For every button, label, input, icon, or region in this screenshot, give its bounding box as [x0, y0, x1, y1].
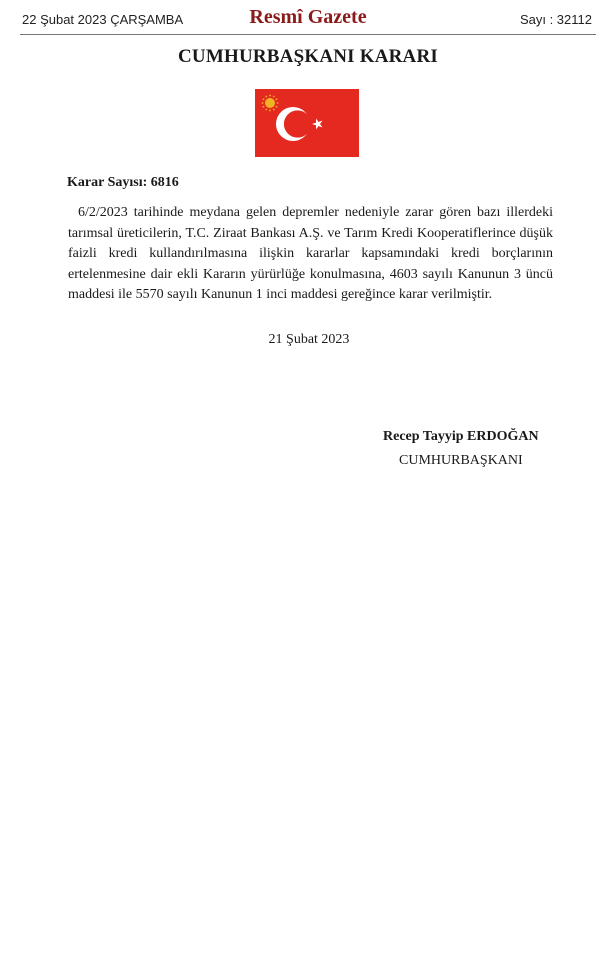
decision-date: 21 Şubat 2023: [268, 332, 350, 347]
signatory-title: CUMHURBAŞKANI: [399, 453, 523, 468]
header-divider: [20, 34, 596, 35]
header-date: 22 Şubat 2023 ÇARŞAMBA: [22, 12, 184, 27]
decision-body: 6/2/2023 tarihinde meydana gelen depremler nedeniyle zarar gören bazı illerdeki tarımsal üreticilerin, T.C. Ziraat Bankası A.Ş. ve Tarım Kredi Kooperatiflerince düşük faizli kredi kullandırılmasına ilişkin kararlar kapsamındaki kredi borçlarının ertelenmesine dair ekli Kararın yürürlüğe konulmasına, 4603 sayılı Kanunun 3 üncü maddesi ile 5570 sayılı Kanunun 1 inci maddesi gereğince karar verilmiştir.: [68, 205, 553, 302]
presidential-flag-icon: [255, 89, 359, 157]
decision-number: Karar Sayısı: 6816: [67, 175, 179, 190]
issue-number: Sayı : 32112: [519, 12, 592, 27]
document-title: CUMHURBAŞKANI KARARI: [178, 46, 438, 67]
signatory-name: Recep Tayyip ERDOĞAN: [383, 429, 539, 444]
masthead-title: Resmî Gazete: [249, 6, 367, 28]
page-header: [20, 6, 596, 34]
